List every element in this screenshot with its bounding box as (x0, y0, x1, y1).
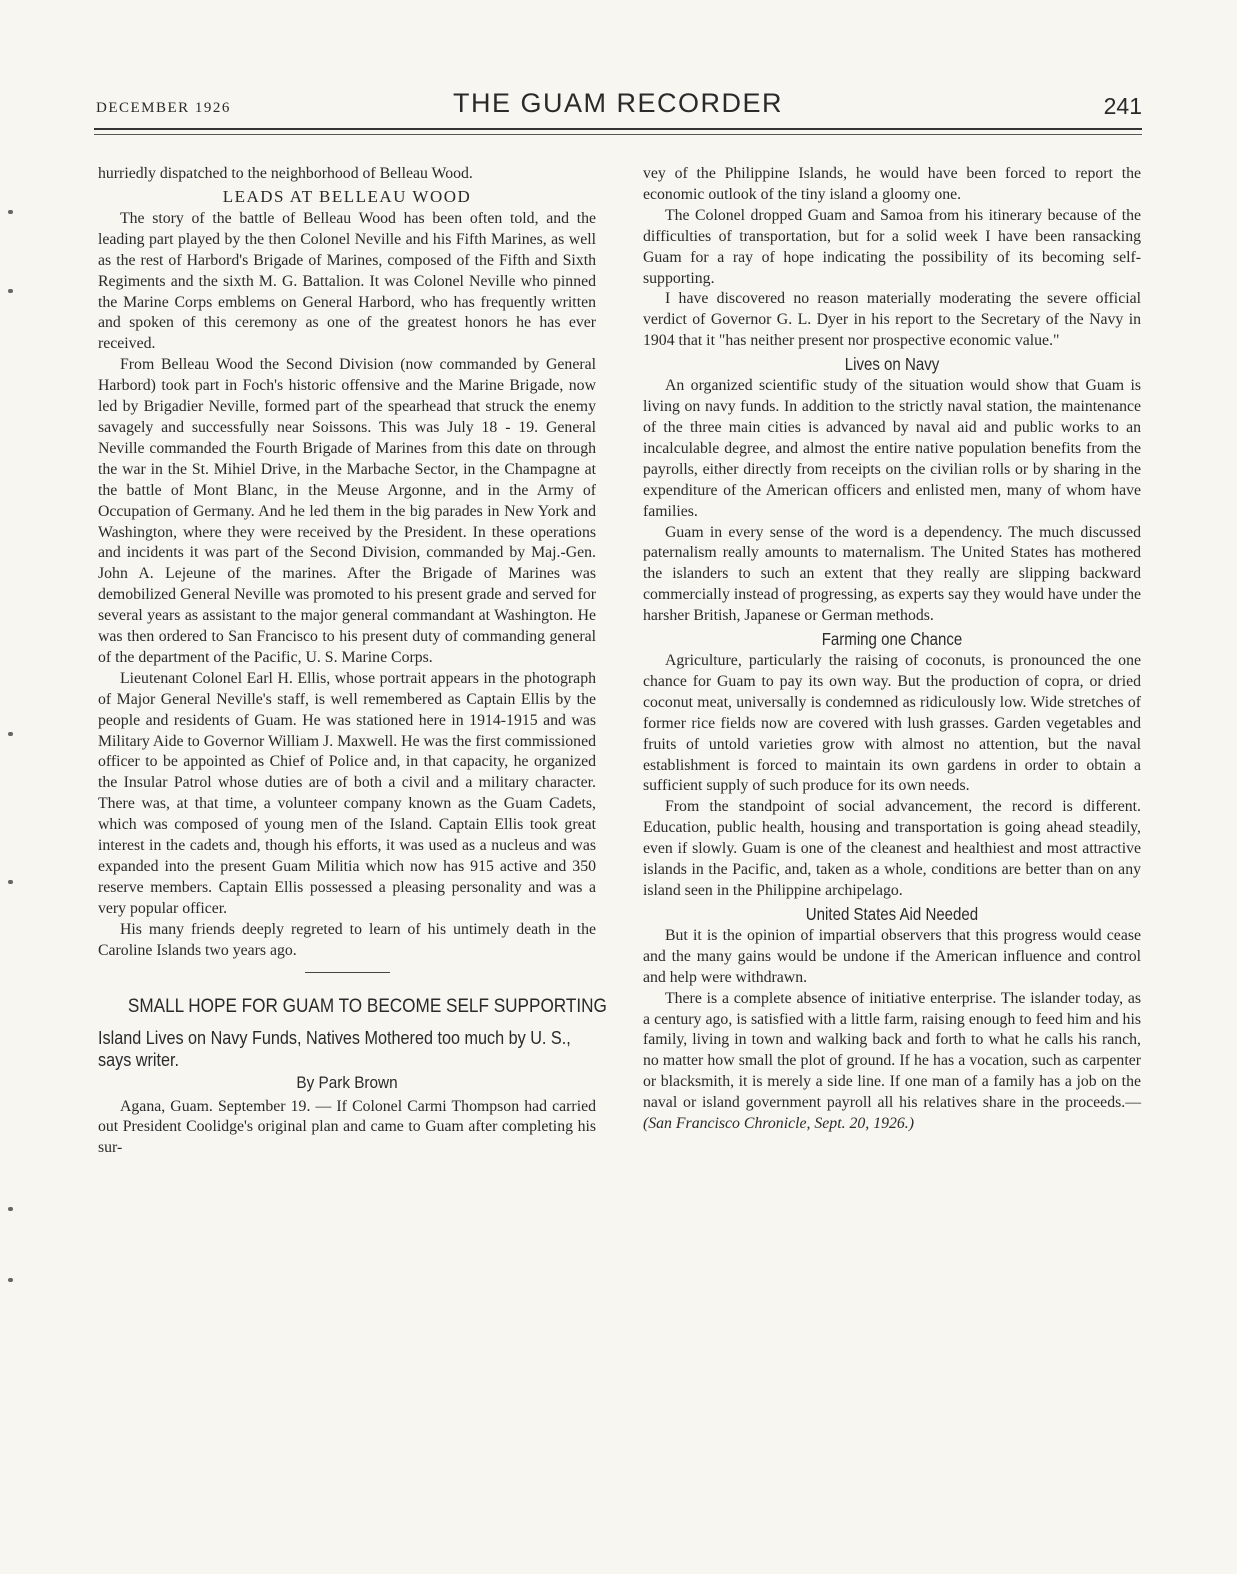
page-number: 241 (1103, 93, 1142, 119)
byline: By Park Brown (296, 1072, 398, 1092)
paragraph: But it is the opinion of impartial observers that this progress would cease and the many gains would be undone if the American influence and control and help were withdrawn. (643, 926, 1141, 986)
article-headline: SMALL HOPE FOR GUAM TO BECOME SELF SUPPORTING (127, 994, 607, 1017)
page-header (94, 86, 1142, 126)
paragraph: Agriculture, particularly the raising of coconuts, is pronounced the one chance for Guam to pay its own way. But the production of copra, or dried coconut meat, universally is condemned as ridiculously low. Wide stretches of former rice fields now are covered with lush grasses. Garden vegetables and fruits of untold varieties grow with almost no attention, but the naval establishment is forced to maintain its own gardens in order to obtain a sufficient supply of such produce for its own needs. (643, 652, 1141, 795)
issue-date: DECEMBER 1926 (96, 100, 231, 116)
publication-title: THE GUAM RECORDER (452, 88, 783, 118)
paragraph-text: There is a complete absence of initiative enterprise. The islander today, as a century ago, is satisfied with a little farm, raising enough to feed him and his family, living in town and walking back and forth to what he calls his ranch, no matter how small the plot of ground. If he has a vocation, such as carpenter or blacksmith, it is merely a side line. If one man of a family has a job on the naval or island government payroll all his relatives share in the proceeds.— (643, 989, 1141, 1112)
paragraph: Guam in every sense of the word is a dependency. The much discussed paternalism really amounts to maternalism. The United States has mothered the islanders to such an extent that they really are slipping backward commercially instead of progressing, as experts say they would have under the harsher British, Japanese or German methods. (643, 523, 1141, 625)
header-rule (94, 128, 1142, 130)
margin-mark (8, 880, 13, 884)
margin-mark (8, 732, 13, 736)
paragraph: From Belleau Wood the Second Division (now commanded by General Harbord) took part in Foch's historic offensive and the Marine Brigade, now led by Brigadier Neville, formed part of the spearhead that struck the enemy savagely and successfully near Soissons. This was July 18 - 19. General Neville commanded the Fourth Brigade of Marines from this date on through the war in the St. Mihiel Drive, in the Marbache Sector, in the Champagne at the battle of Mont Blanc, in the Meuse Argonne, and in the Army of Occupation of Germany. And he led them in the big parades in New York and Washington, where they were received by the President. In these operations and incidents it was part of the Second Division, commanded by Maj.-Gen. John A. Lejeune of the marines. After the Brigade of Marines was demobilized General Neville was promoted to his present grade and served for several years as assistant to the major general commandant at Washington. He was then ordered to San Francisco to his present duty of commanding general of the department of the Pacific, U. S. Marine Corps. (98, 356, 596, 666)
paragraph: Lieutenant Colonel Earl H. Ellis, whose portrait appears in the photograph of Major General Neville's staff, is well remembered as Captain Ellis by the people and residents of Guam. He was stationed here in 1914-1915 and was Military Aide to Governor William J. Maxwell. He was the first commissioned officer to be appointed as Chief of Police and, in that capacity, he organized the Insular Patrol whose duties are of both a civil and a military character. There was, at that time, a volunteer company known as the Guam Cadets, which was composed of young men of the Island. Captain Ellis took great interest in the cadets and, though his efforts, it was used as a nucleus and was expanded into the present Guam Militia which now has 915 active and 350 reserve members. Captain Ellis possessed a pleasing personality and was a very popular officer. (98, 669, 596, 917)
article-divider (305, 972, 390, 973)
margin-mark (8, 289, 13, 293)
article-subheadline: Island Lives on Navy Funds, Natives Mothered too much by U. S., says writer. (98, 1027, 571, 1070)
paragraph (643, 989, 1141, 1135)
margin-mark (8, 210, 13, 214)
paragraph: hurriedly dispatched to the neighborhood of Belleau Wood. (98, 165, 473, 182)
margin-mark (8, 1207, 13, 1211)
paragraph: I have discovered no reason materially moderating the severe official verdict of Governor G. L. Dyer in his report to the Secretary of the Navy in 1904 that it "has neither present nor prospective economic value." (643, 290, 1141, 350)
section-heading: Lives on Navy (844, 354, 940, 375)
header-rule-thin (94, 134, 1142, 135)
paragraph: An organized scientific study of the situation would show that Guam is living on navy funds. In addition to the strictly naval station, the maintenance of the three main cities is advanced by naval aid and public works to an incalculable degree, and almost the entire native population benefits from the payrolls, either directly from receipts on the civilian rolls or by sharing in the expenditure of the American officers and enlisted men, many of whom have families. (643, 377, 1141, 520)
right-column (643, 164, 1141, 1135)
paragraph: Agana, Guam. September 19. — If Colonel Carmi Thompson had carried out President Coolidge's original plan and came to Guam after completing his sur- (98, 1097, 596, 1157)
section-heading: United States Aid Needed (805, 903, 979, 924)
paragraph: His many friends deeply regreted to learn of his untimely death in the Caroline Islands two years ago. (98, 920, 596, 959)
left-column (98, 164, 607, 1159)
section-heading: LEADS AT BELLEAU WOOD (222, 186, 472, 206)
paragraph: The Colonel dropped Guam and Samoa from his itinerary because of the difficulties of transportation, but for a solid week I have been ransacking Guam for a ray of hope indicating the possibility of its becoming self-supporting. (643, 206, 1141, 287)
section-heading: Farming one Chance (821, 629, 963, 650)
margin-mark (8, 1278, 13, 1282)
paragraph: From the standpoint of social advancement, the record is different. Education, public health, housing and transportation is going ahead steadily, even if slowly. Guam is one of the cleanest and healthiest and most attractive islands in the Pacific, and, taken as a whole, conditions are better than on any island seen in the Philippine archipelago. (643, 798, 1141, 899)
paragraph: The story of the battle of Belleau Wood has been often told, and the leading part played by the then Colonel Neville and his Fifth Marines, as well as the rest of Harbord's Brigade of Marines, composed of the Fifth and Sixth Regiments and the sixth M. G. Battalion. It was Colonel Neville who pinned the Marine Corps emblems on General Harbord, who has frequently written and spoken of this ceremony as one of the greatest honors he has ever received. (98, 209, 596, 353)
paragraph: vey of the Philippine Islands, he would have been forced to report the economic outlook of the tiny island a gloomy one. (643, 165, 1141, 203)
source-credit: (San Francisco Chronicle, Sept. 20, 1926.) (643, 1115, 914, 1133)
